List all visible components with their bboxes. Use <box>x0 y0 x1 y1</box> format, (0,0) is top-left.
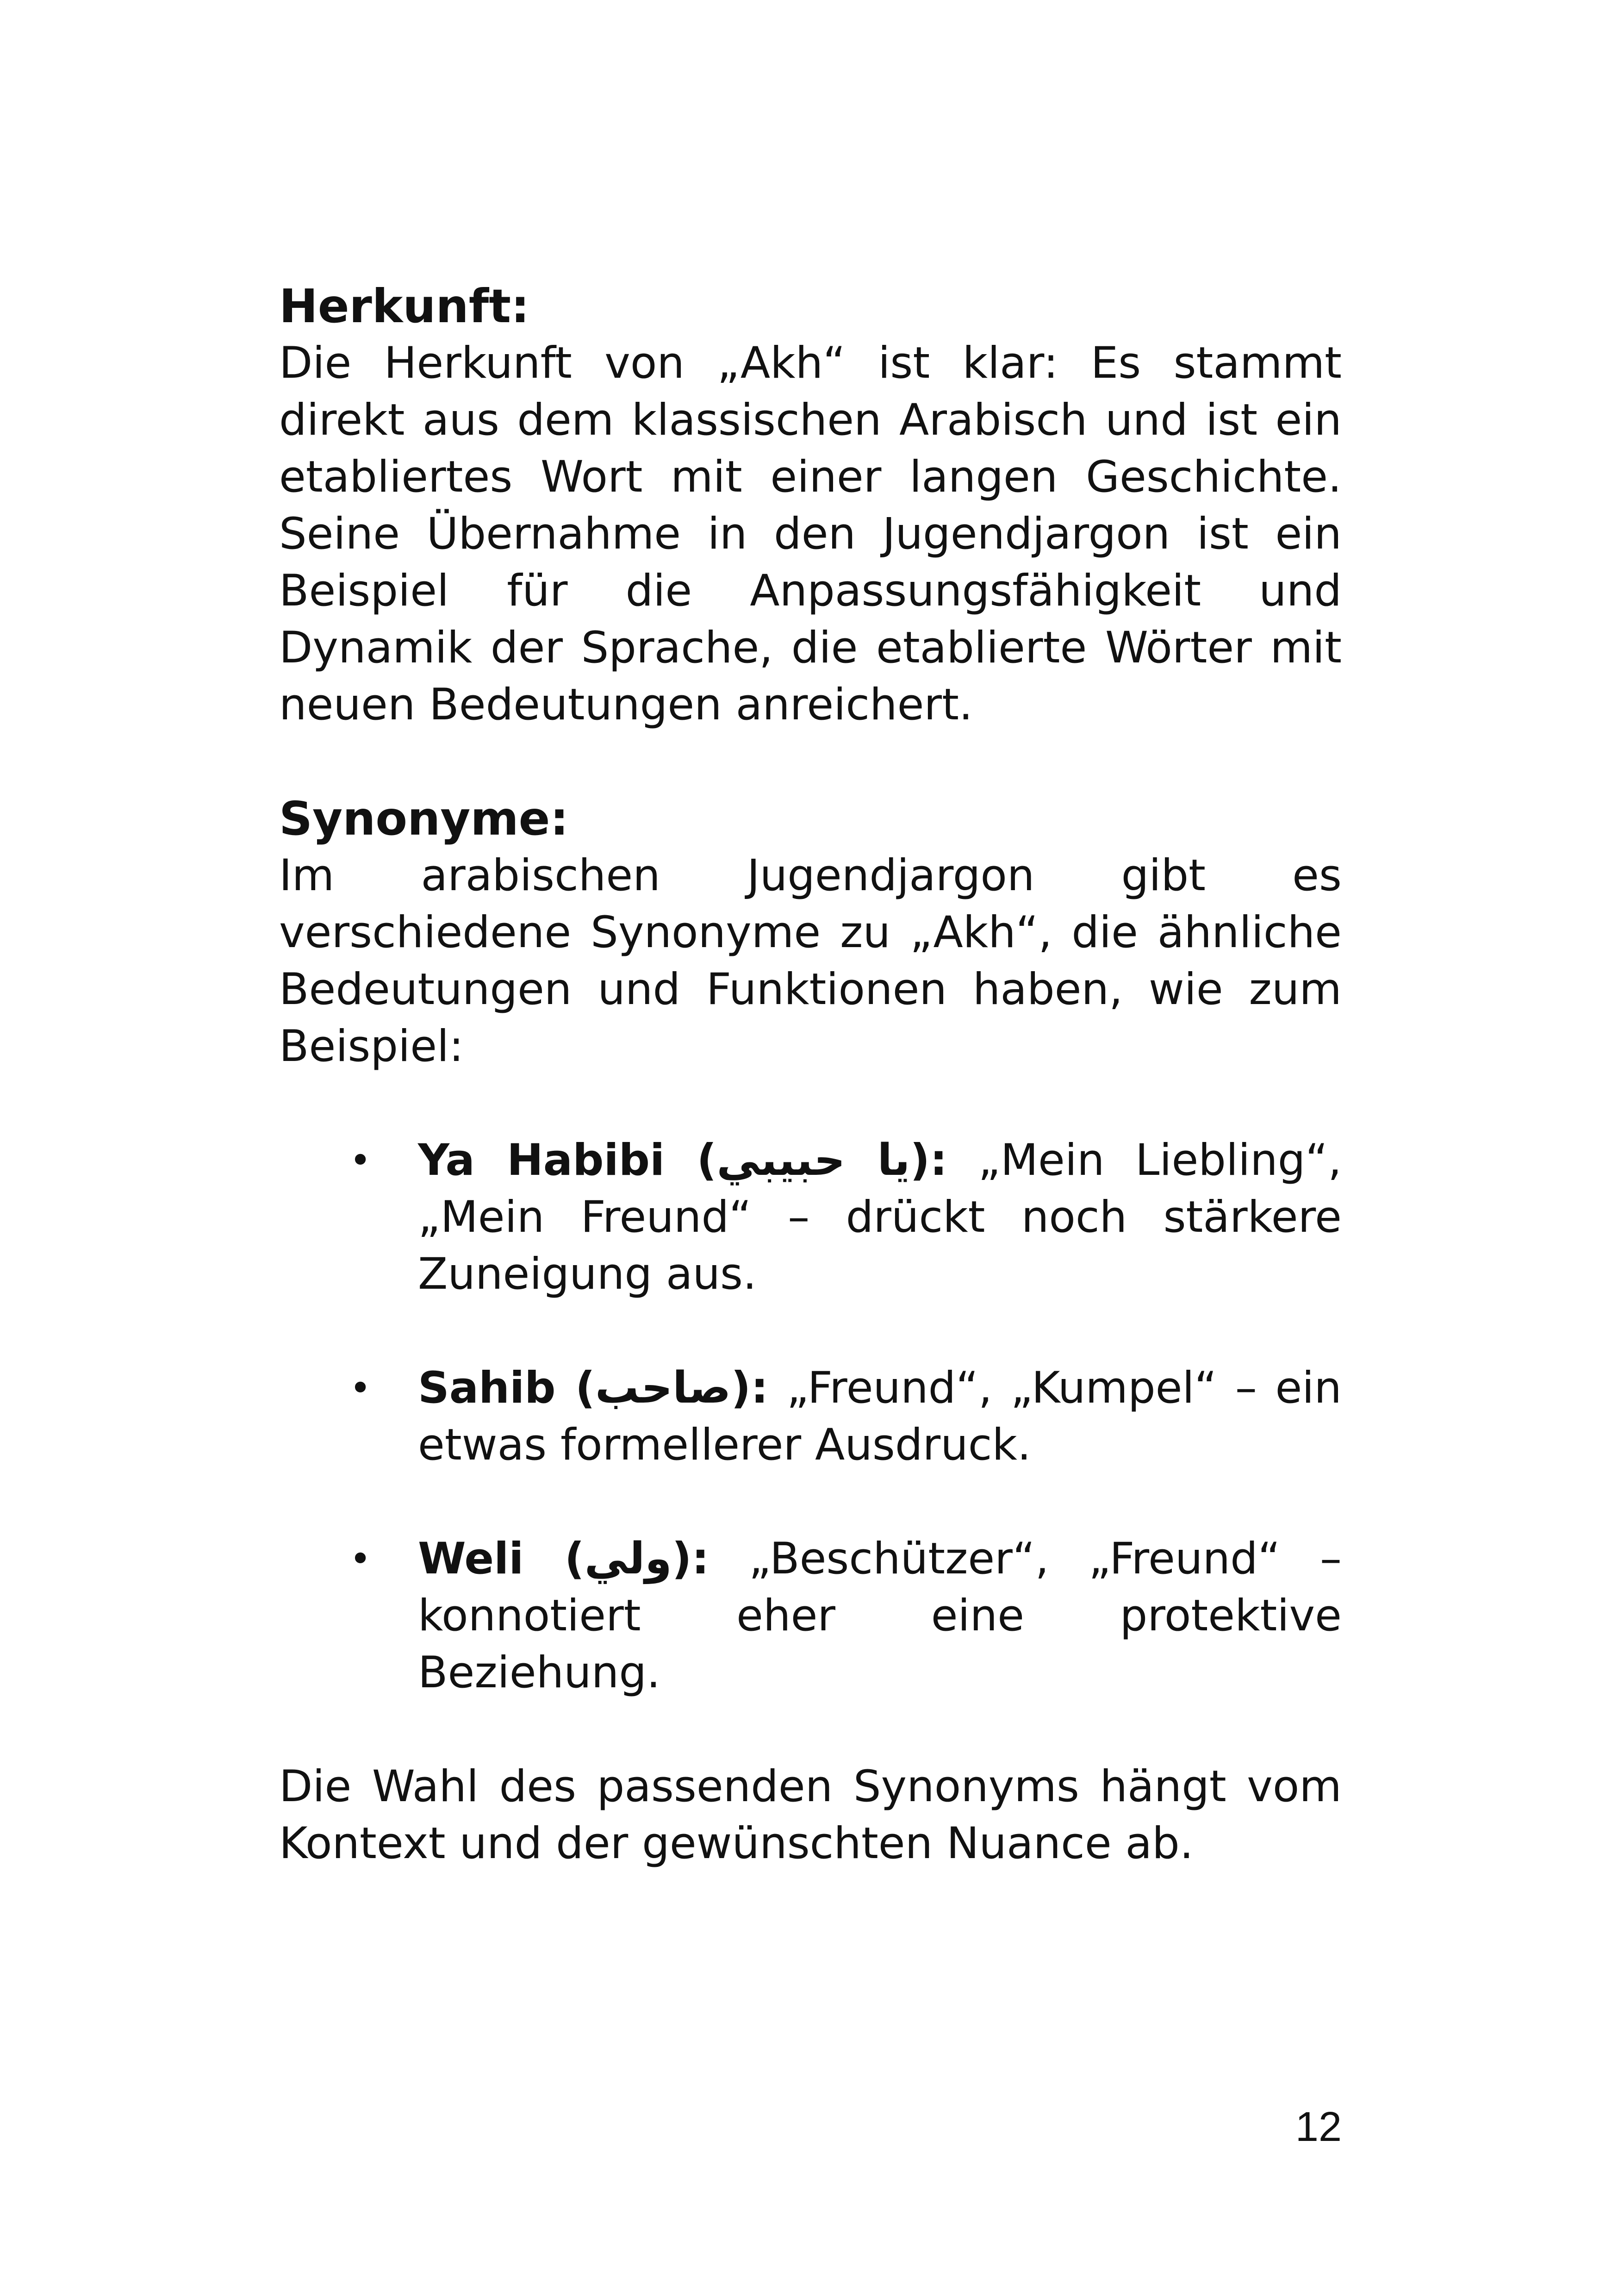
origin-heading: Herkunft: <box>279 279 530 333</box>
synonym-item-sahib <box>279 1360 1342 1473</box>
bullet-icon: • <box>349 1139 372 1182</box>
synonym-term: Sahib (صاحب): <box>418 1363 768 1413</box>
section-spacer <box>279 733 1342 790</box>
list-spacer <box>279 1473 1342 1530</box>
origin-paragraph: Die Herkunft von „Akh“ ist klar: Es stammt direkt aus dem klassischen Arabisch und ist ein etabliertes Wort mit einer langen Geschichte. Seine Übernahme in den Jugendjargon ist ein Beispiel für die Anpassungsfähigkeit und Dynamik der Sprache, die etablierte Wörter mit neuen Bedeutungen anreichert. <box>279 338 1342 730</box>
synonym-item-weli <box>279 1530 1342 1701</box>
synonym-description: „Freund“, „Kumpel“ – ein etwas formellerer Ausdruck. <box>418 1363 1342 1470</box>
synonym-term: Weli (ولي): <box>418 1534 709 1584</box>
synonym-term: Ya Habibi (يا حبيبي): <box>418 1135 947 1185</box>
bullet-icon: • <box>349 1366 372 1410</box>
synonyms-conclusion: Die Wahl des passenden Synonyms hängt vom Kontext und der gewünschten Nuance ab. <box>279 1761 1342 1869</box>
list-spacer <box>279 1303 1342 1360</box>
synonyms-intro: Im arabischen Jugendjargon gibt es verschiedene Synonyme zu „Akh“, die ähnliche Bedeutungen und Funktionen haben, wie zum Beispiel: <box>279 850 1342 1072</box>
page-number: 12 <box>1295 2104 1342 2150</box>
synonym-item-ya-habibi <box>279 1132 1342 1303</box>
synonym-list <box>279 1132 1342 1701</box>
page-content <box>279 278 1342 1872</box>
synonyms-heading: Synonyme: <box>279 792 569 846</box>
bullet-icon: • <box>349 1537 372 1580</box>
section-spacer <box>279 1701 1342 1758</box>
synonym-description: „Beschützer“, „Freund“ – konnotiert eher eine protektive Beziehung. <box>418 1534 1342 1698</box>
synonym-description: „Mein Liebling“, „Mein Freund“ – drückt noch stärkere Zuneigung aus. <box>418 1135 1342 1299</box>
section-spacer <box>279 1075 1342 1132</box>
